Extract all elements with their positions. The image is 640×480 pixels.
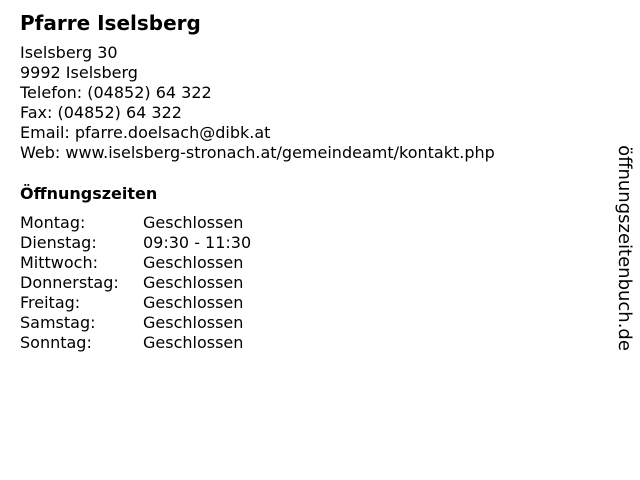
contact-block xyxy=(20,43,495,163)
day-label: Montag: xyxy=(20,213,86,232)
hours-row-monday xyxy=(20,213,251,233)
day-hours: 09:30 - 11:30 xyxy=(143,233,252,252)
day-label: Donnerstag: xyxy=(20,273,119,292)
day-hours: Geschlossen xyxy=(143,213,244,232)
address-city: 9992 Iselsberg xyxy=(20,63,138,82)
day-hours: Geschlossen xyxy=(143,293,244,312)
fax-number: Fax: (04852) 64 322 xyxy=(20,103,182,122)
opening-hours-heading: Öffnungszeiten xyxy=(20,184,158,203)
opening-hours-table xyxy=(20,213,251,353)
hours-row-friday xyxy=(20,293,251,313)
day-label: Dienstag: xyxy=(20,233,97,252)
phone-number: Telefon: (04852) 64 322 xyxy=(20,83,212,102)
hours-row-saturday xyxy=(20,313,251,333)
site-watermark: öffnungszeitenbuch.de xyxy=(614,145,635,351)
page-title: Pfarre Iselsberg xyxy=(20,11,201,35)
day-label: Samstag: xyxy=(20,313,96,332)
address-street: Iselsberg 30 xyxy=(20,43,118,62)
email-address: Email: pfarre.doelsach@dibk.at xyxy=(20,123,271,142)
day-hours: Geschlossen xyxy=(143,253,244,272)
day-hours: Geschlossen xyxy=(143,313,244,332)
day-hours: Geschlossen xyxy=(143,333,244,352)
hours-row-wednesday xyxy=(20,253,251,273)
day-hours: Geschlossen xyxy=(143,273,244,292)
day-label: Sonntag: xyxy=(20,333,92,352)
day-label: Mittwoch: xyxy=(20,253,98,272)
hours-row-sunday xyxy=(20,333,251,353)
day-label: Freitag: xyxy=(20,293,81,312)
website-url: Web: www.iselsberg-stronach.at/gemeindeamt/kontakt.php xyxy=(20,143,495,162)
hours-row-tuesday xyxy=(20,233,251,253)
hours-row-thursday xyxy=(20,273,251,293)
